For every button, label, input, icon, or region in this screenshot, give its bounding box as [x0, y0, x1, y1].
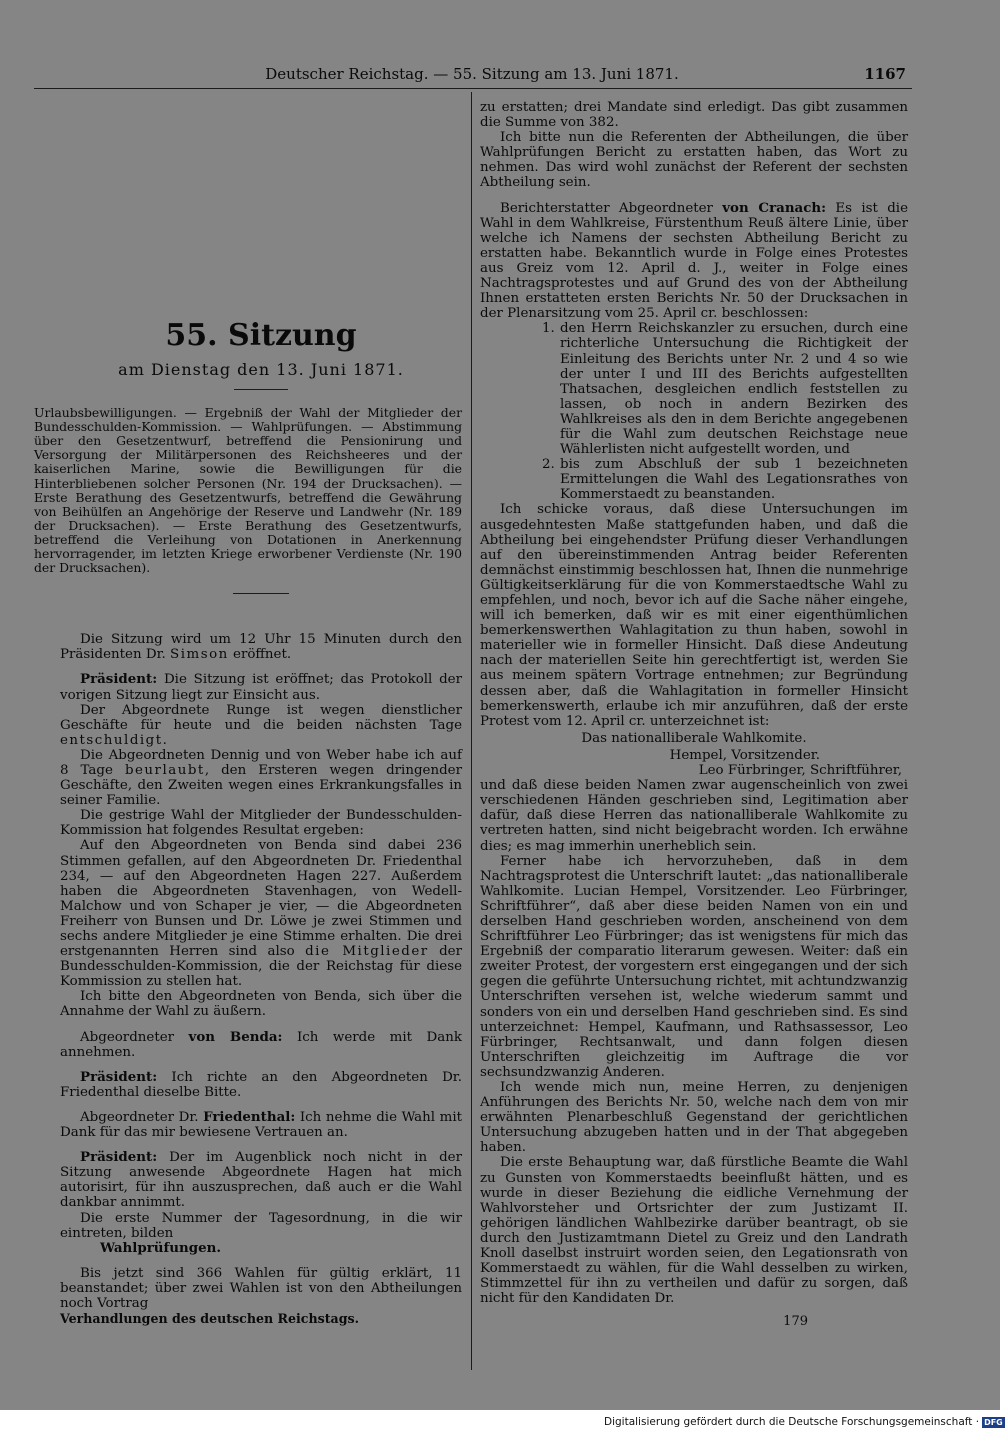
- text: Der Abgeordnete Runge ist wegen dienstlicher Geschäfte für heute und die beiden nächsten Tage: [60, 702, 462, 733]
- emphasis: beurlaubt: [124, 762, 205, 778]
- running-header: [34, 64, 910, 86]
- text: eröffnet.: [228, 647, 292, 663]
- text: Die Sitzung ist eröffnet; das Protokoll der vorigen Sitzung liegt zur Einsicht aus.: [60, 672, 462, 703]
- speaker-label: von Benda:: [188, 1028, 283, 1045]
- title-rule: [234, 389, 288, 390]
- paragraph: Ich bitte den Abgeordneten von Benda, sich über die Annahme der Wahl zu äußern.: [60, 989, 462, 1020]
- quoted-signature-secretary: Leo Fürbringer, Schriftführer,: [698, 763, 902, 779]
- quoted-signature-committee: Das nationalliberale Wahlkomite.: [581, 730, 807, 746]
- text: , den Ersteren wegen dringender Geschäfte, den Zweiten wegen eines Erkrankungsfalles in seiner Familie.: [60, 762, 462, 809]
- speaker-remark: [60, 1110, 462, 1140]
- speaker-label: Präsident:: [80, 1068, 158, 1085]
- paragraph: [60, 748, 462, 808]
- list-item: [480, 457, 908, 502]
- text: Es ist die Wahl in dem Wahlkreise, Fürstenthum Reuß ältere Linie, über welche ich Namens der sechsten Abtheilung Bericht zu erstatten habe. Bekanntlich wurde in Folge eines Protestes aus Greiz vom 12. April d. J., weiter in Folge eines Nachtragsprotestes und auf Grund des von der Abtheilung Ihnen erstatteten ersten Berichts Nr. 50 der Drucksachen in der Plenarsitzung vom 25. April cr. beschlossen:: [480, 200, 908, 322]
- text: Ich werde mit Dank annehmen.: [60, 1029, 463, 1060]
- president-remark: [60, 1150, 462, 1210]
- list-item: [480, 321, 908, 457]
- session-title: 55. Sitzung: [165, 318, 357, 353]
- right-column: [480, 100, 908, 1330]
- president-remark: [60, 672, 462, 702]
- paragraph: Die erste Behauptung war, daß fürstliche Beamte die Wahl zu Gunsten von Kommerstaedts beeinflußt hätten, und es wurde in dieser Beziehung die eidliche Vernehmung der Wahlvorsteher und Ortsrichter der zum Justizamt II. gehörigen ländlichen Wahlbezirke darüber beantragt, ob sie durch den Justizamtmann Dietel zu Greiz und den Landrath Knoll daselbst instruirt worden seien, den Legationsrath von Kommerstaedt zu wählen, für die Wahl desselben zu wirken, Stimmzettel für ihn zu vertheilen und dafür zu sorgen, daß nicht für den Kandidaten Dr.: [480, 1155, 908, 1307]
- paragraph: Die gestrige Wahl der Mitglieder der Bundesschulden-Kommission hat folgendes Resultat ergeben:: [60, 808, 462, 839]
- speaker-label: Friedenthal:: [203, 1108, 296, 1125]
- text: Der im Augenblick noch nicht in der Sitzung anwesende Abgeordnete Hagen hat mich autorisirt, für ihn auszusprechen, daß auch er die Wahl dankbar annimmt.: [60, 1150, 462, 1211]
- summary-rule: [233, 593, 289, 594]
- paragraph: zu erstatten; drei Mandate sind erledigt. Das gibt zusammen die Summe von 382.: [480, 100, 908, 131]
- speaker-label: Präsident:: [80, 671, 158, 688]
- speaker-name: Simson: [170, 647, 229, 663]
- text: .: [162, 732, 167, 748]
- speaker-remark: [60, 1030, 462, 1060]
- paragraph: [60, 703, 462, 748]
- list-text: den Herrn Reichskanzler zu ersuchen, durch eine richterliche Untersuchung die Richtigkeit der Einleitung des Berichts unter Nr. 2 und 4 so wie der unter I und III des Berichts aufgestellten Thatsachen, desgleichen endlich feststellen zu lassen, ob noch in andern Bezirken des Wahlkreises als den in dem Berichte angegebenen für die Wahl zum deutschen Reichstage neue Wählerlisten nicht aufgestellt worden, und: [560, 321, 908, 458]
- list-number: 2.: [542, 457, 555, 473]
- text: Berichterstatter Abgeordneter: [500, 200, 723, 216]
- text: Die Sitzung wird um 12 Uhr 15 Minuten durch den Präsidenten Dr.: [60, 632, 462, 663]
- text: Ich nehme die Wahl mit Dank für das mir bewiesene Vertrauen an.: [60, 1109, 463, 1141]
- opening-paragraph: [60, 632, 462, 662]
- column-divider: [471, 92, 472, 1370]
- list-number: 1.: [542, 321, 555, 337]
- quoted-signature-chair: Hempel, Vorsitzender.: [669, 747, 820, 763]
- resolution-list: [480, 321, 908, 502]
- credit-text: Digitalisierung gefördert durch die Deutsche Forschungsgemeinschaft: [604, 1416, 973, 1428]
- paragraph: Die erste Nummer der Tagesordnung, in die wir eintreten, bilden: [60, 1210, 462, 1241]
- text: der Bundesschulden-Kommission, die der Reichstag für diese Kommission zu stellen hat.: [60, 944, 463, 990]
- page-number: 1167: [864, 65, 906, 83]
- paragraph: Ferner habe ich hervorzuheben, daß in dem Nachtragsprotest die Unterschrift lautet: „das nationalliberale Wahlkomite. Lucian Hempel, Vorsitzender. Leo Fürbringer, Schriftführer“, daß aber diese beiden Namen von ein und derselben Hand geschrieben worden, anscheinend von dem Schriftführer Leo Fürbringer; das ist wenigstens für mich das Ergebniß der comparatio literarum gewesen. Weiter: daß ein zweiter Protest, der vorgestern erst eingegangen und der sich gegen die geführte Untersuchung richtet, mit achtundzwanzig Unterschriften versehen ist, welche wiederum sammt und sonders von ein und derselben Hand geschrieben sind. Es sind unterzeichnet: Hempel, Kaufmann, und Rathsassessor, Leo Fürbringer, Rechtsanwalt, und dann folgen diesen Unterschriften gleichzeitig im Auftrage die vor sechsundzwanzig Anderen.: [480, 853, 908, 1080]
- printer-signature: 179: [783, 1314, 808, 1330]
- text: Abgeordneter Dr.: [80, 1109, 204, 1125]
- paragraph: Bis jetzt sind 366 Wahlen für gültig erklärt, 11 beanstandet; über zwei Wahlen ist von den Abtheilungen noch Vortrag: [60, 1265, 462, 1311]
- list-text: bis zum Abschluß der sub 1 bezeichneten Ermittelungen die Wahl des Legationsrathes von Kommerstaedt zu beanstanden.: [560, 457, 908, 503]
- rapporteur-remark: [480, 201, 908, 322]
- paragraph: Ich bitte nun die Referenten der Abtheilungen, die über Wahlprüfungen Bericht zu erstatten haben, das Wort zu nehmen. Das wird wohl zunächst der Referent der sechsten Abtheilung sein.: [480, 130, 908, 191]
- dfg-logo: DFG: [984, 1417, 1003, 1427]
- paragraph: und daß diese beiden Namen zwar augenscheinlich von zwei verschiedenen Händen geschrieben sind, Legitimation aber dafür, daß diese Herren das nationalliberale Wahlkomite zu vertreten hatten, sind nicht beigebracht worden. Ich erwähne dies; es mag immerhin unerheblich sein.: [480, 778, 908, 854]
- speaker-label: von Cranach:: [722, 199, 827, 216]
- text: Die Abgeordneten Dennig und von Weber habe ich auf 8 Tage: [60, 747, 462, 778]
- paragraph: [60, 838, 462, 989]
- volume-footer-note: Verhandlungen des deutschen Reichstags.: [60, 1311, 359, 1327]
- left-column: [34, 96, 463, 1327]
- text: Ich richte an den Abgeordneten Dr. Friedenthal dieselbe Bitte.: [60, 1069, 462, 1100]
- text: Auf den Abgeordneten von Benda sind dabei 236 Stimmen gefallen, auf den Abgeordneten Dr. Friedenthal 234, — auf den Abgeordneten Hagen 227. Außerdem haben die Abgeordneten Stavenhagen, von Wedell-Malchow und von Schaper je vier, — die Abgeordneten Freiherr von Bunsen und Dr. Löwe je zwei Stimmen und sechs andere Mitglieder je eine Stimme erhalten. Die drei erstgenannten Herren sind also: [60, 838, 462, 960]
- header-title: Deutscher Reichstag. — 55. Sitzung am 13. Juni 1871.: [265, 65, 679, 83]
- emphasis: entschuldigt: [60, 732, 163, 748]
- session-date: am Dienstag den 13. Juni 1871.: [118, 360, 404, 379]
- session-summary: Urlaubsbewilligungen. — Ergebniß der Wahl der Mitglieder der Bundesschulden-Kommission. — Wahlprüfungen. — Abstimmung über den Gesetzentwurf, betreffend die Pensionirung und Versorgung der Militärpersonen des Reichsheeres und der kaiserlichen Marine, sowie die Bewilligungen für die Hinterbliebenen solcher Personen (Nr. 194 der Drucksachen). — Erste Berathung des Gesetzentwurfs, betreffend die Gewährung von Beihülfen an Angehörige der Reserve und Landwehr (Nr. 189 der Drucksachen). — Erste Berathung des Gesetzentwurfs, betreffend die Verleihung von Dotationen in Anerkennung hervorragender, im letzten Kriege erworbener Verdienste (Nr. 190 der Drucksachen).: [34, 405, 462, 576]
- emphasis: die Mitglieder: [305, 944, 429, 960]
- digitization-credit: Digitalisierung gefördert durch die Deutsche Forschungsgemeinschaft · DFG: [604, 1416, 1003, 1428]
- section-heading: Wahlprüfungen.: [100, 1239, 222, 1256]
- header-rule: [34, 88, 912, 89]
- president-remark: [60, 1070, 462, 1100]
- text: Abgeordneter: [80, 1029, 189, 1045]
- paragraph: Ich schicke voraus, daß diese Untersuchungen im ausgedehntesten Maße stattgefunden haben, und daß die Abtheilung bei eingehendster Prüfung dieser Verhandlungen auf den übereinstimmenden Antrag beider Referenten demnächst einstimmig beschlossen hat, Ihnen die nunmehrige Gültigkeitserklärung für die von Kommerstaedtsche Wahl zu empfehlen, und noch, bevor ich auf die Sache näher eingehe, will ich bemerken, daß wir es mit einer eigenthümlichen bemerkenswerthen Wahlagitation zu thun haben, sowohl in materieller wie in formeller Hinsicht. Daß diese Andeutung nach der materiellen Seite hin gerechtfertigt ist, werden Sie aus meinem spätern Vortrage entnehmen; zur Begründung dessen aber, daß die Wahlagitation in formeller Hinsicht bemerkenswerth, erlaube ich mir anzuführen, daß der erste Protest vom 12. April cr. unterzeichnet ist:: [480, 502, 908, 729]
- paragraph: Ich wende mich nun, meine Herren, zu denjenigen Anführungen des Berichts Nr. 50, welche nach dem von mir erwähnten Plenarbeschluß Gegenstand der gerichtlichen Untersuchung abzugeben hatten und in der That abgegeben haben.: [480, 1080, 908, 1156]
- speaker-label: Präsident:: [80, 1149, 158, 1166]
